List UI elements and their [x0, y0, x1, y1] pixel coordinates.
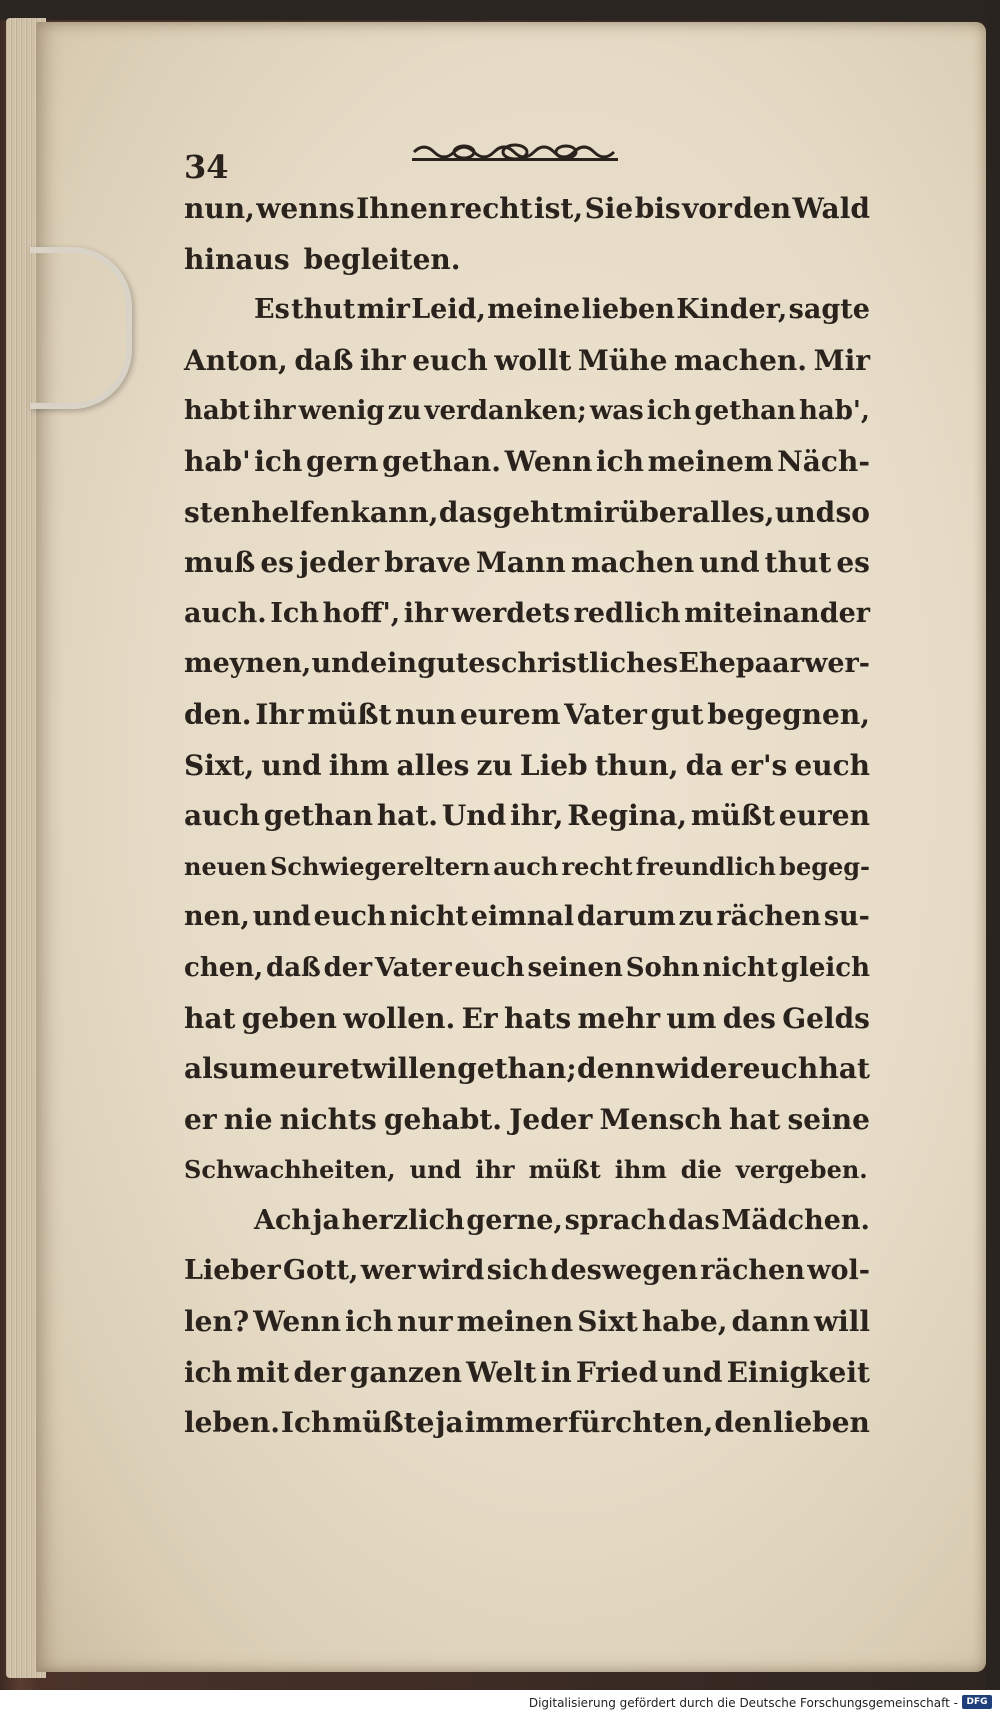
cover-edge [986, 0, 1000, 1690]
text-line: meynen, und ein gutes christliches Ehepaar wer- [184, 648, 870, 680]
page-number: 34 [184, 148, 229, 186]
body-text [184, 184, 870, 1449]
text-line: auch gethan hat. Und ihr, Regina, müßt euren [184, 799, 870, 833]
text-line: muß es jeder brave Mann machen und thut es [184, 546, 870, 580]
text-line: auch. Ich hoff', ihr werdets redlich miteinander [184, 597, 870, 629]
ornament-icon [410, 140, 620, 164]
text-line: leben. Ich müßte ja immer fürchten, den lieben [184, 1406, 870, 1440]
text-line: ich mit der ganzen Welt in Fried und Einigkeit [184, 1355, 870, 1389]
text-line: hab' ich gern gethan. Wenn ich meinem Näch- [184, 444, 870, 478]
text-line: Sixt, und ihm alles zu Lieb thun, da er's euch [184, 748, 870, 782]
text-line: neuen Schwiegereltern auch recht freundlich begeg- [184, 851, 870, 881]
funding-credit: Digitalisierung gefördert durch die Deutsche Forschungsgemeinschaft - [528, 1696, 958, 1710]
text-line: chen, daß der Vater euch seinen Sohn nicht gleich [184, 952, 870, 983]
text-line: nun, wenns Ihnen recht ist, Sie bis vor den Wald [184, 192, 870, 225]
text-line: len? Wenn ich nur meinen Sixt habe, dann will [184, 1305, 870, 1339]
text-line: nen, und euch nicht eimnal darum zu rächen su- [184, 901, 870, 933]
text-line: Es thut mir Leid, meine lieben Kinder, sagte [254, 294, 870, 326]
text-line: Anton, daß ihr euch wollt Mühe machen. Mir [184, 343, 870, 377]
text-line: Ach ja herzlich gerne, sprach das Mädchen. [254, 1204, 870, 1236]
text-line: Schwachheiten, und ihr müßt ihm die vergeben. [184, 1155, 868, 1185]
text-line: als um euretwillen gethan; denn wider euch hat [184, 1052, 870, 1086]
text-line: hinaus begleiten. [184, 242, 461, 276]
dfg-logo-icon: DFG [962, 1695, 992, 1709]
text-line: den. Ihr müßt nun eurem Vater gut begegnen, [184, 697, 870, 731]
text-line: Lieber Gott, wer wird sich deswegen rächen wol- [184, 1255, 870, 1287]
text-line: habt ihr wenig zu verdanken; was ich gethan hab', [184, 396, 870, 427]
text-line: sten helfen kann, das geht mir über alles, und so [184, 495, 870, 529]
text-line: hat geben wollen. Er hats mehr um des Gelds [184, 1001, 870, 1035]
bookmark-ribbon [30, 247, 132, 409]
top-edge [0, 0, 1000, 20]
text-line: er nie nichts gehabt. Jeder Mensch hat seine [184, 1102, 870, 1136]
